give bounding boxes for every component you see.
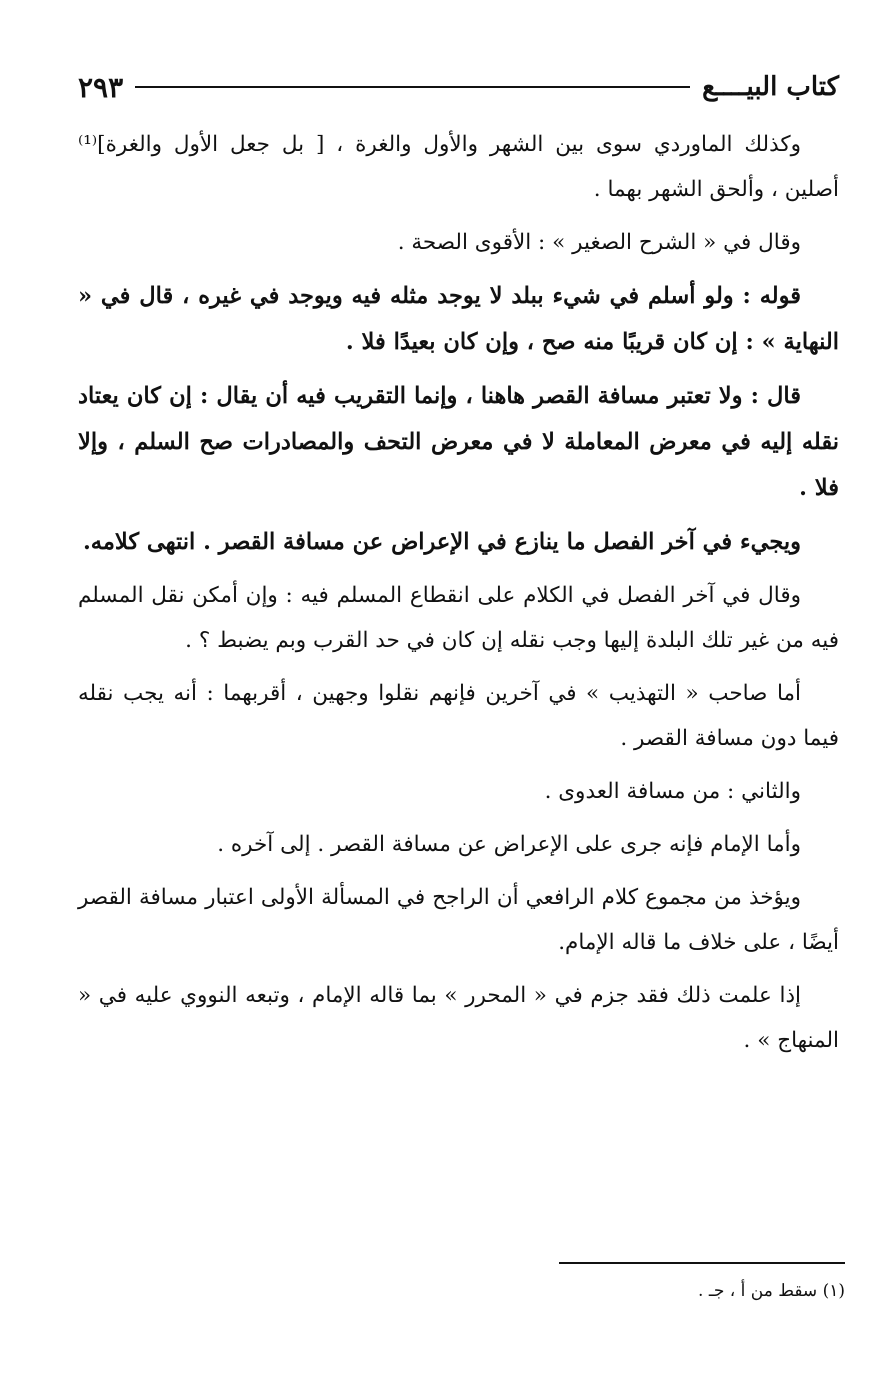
paragraph: وكذلك الماوردي سوى بين الشهر والأول والغرة ، [ بل جعل الأول والغرة]⁽¹⁾ أصلين ، وألحق الشهر بهما . — [78, 132, 839, 202]
running-header — [78, 62, 839, 112]
paragraph: أما صاحب « التهذيب » في آخرين فإنهم نقلوا وجهين ، أقربهما : أنه يجب نقله فيما دون مسافة القصر . — [78, 681, 839, 751]
page-number: ٢٩٣ — [78, 70, 124, 104]
paragraph: إذا علمت ذلك فقد جزم في « المحرر » بما قاله الإمام ، وتبعه النووي عليه في « المنهاج » . — [78, 983, 839, 1053]
paragraph: وقال في « الشرح الصغير » : الأقوى الصحة . — [397, 230, 801, 255]
header-rule — [135, 86, 690, 88]
footnote-rule — [559, 1262, 845, 1264]
quoted-paragraph: قوله : ولو أسلم في شيء ببلد لا يوجد مثله فيه ويوجد في غيره ، قال في « النهاية » : إن كان قريبًا منه صح ، وإن كان بعيدًا فلا . — [78, 283, 839, 355]
quoted-paragraph: قال : ولا تعتبر مسافة القصر هاهنا ، وإنما التقريب فيه أن يقال : إن كان يعتاد نقله إليه في معرض المعاملة لا في معرض التحف والمصادرات صح السلم ، وإلا فلا . — [78, 383, 839, 501]
paragraph: وقال في آخر الفصل في الكلام على انقطاع المسلم فيه : وإن أمكن نقل المسلم فيه من غير تلك البلدة إليها وجب نقله إن كان في حد القرب وبم يضبط ؟ . — [78, 583, 839, 653]
book-title: كتاب البيــــع — [702, 72, 839, 102]
paragraph: ويؤخذ من مجموع كلام الرافعي أن الراجح في المسألة الأولى اعتبار مسافة القصر أيضًا ، على خلاف ما قاله الإمام. — [78, 885, 839, 955]
paragraph: وأما الإمام فإنه جرى على الإعراض عن مسافة القصر . إلى آخره . — [217, 832, 801, 857]
quoted-paragraph: ويجيء في آخر الفصل ما ينازع في الإعراض عن مسافة القصر . انتهى كلامه. — [82, 529, 801, 555]
page-body — [78, 122, 839, 1071]
footnote: (١) سقط من أ ، جـ . — [698, 1281, 845, 1301]
paragraph: والثاني : من مسافة العدوى . — [544, 779, 801, 804]
